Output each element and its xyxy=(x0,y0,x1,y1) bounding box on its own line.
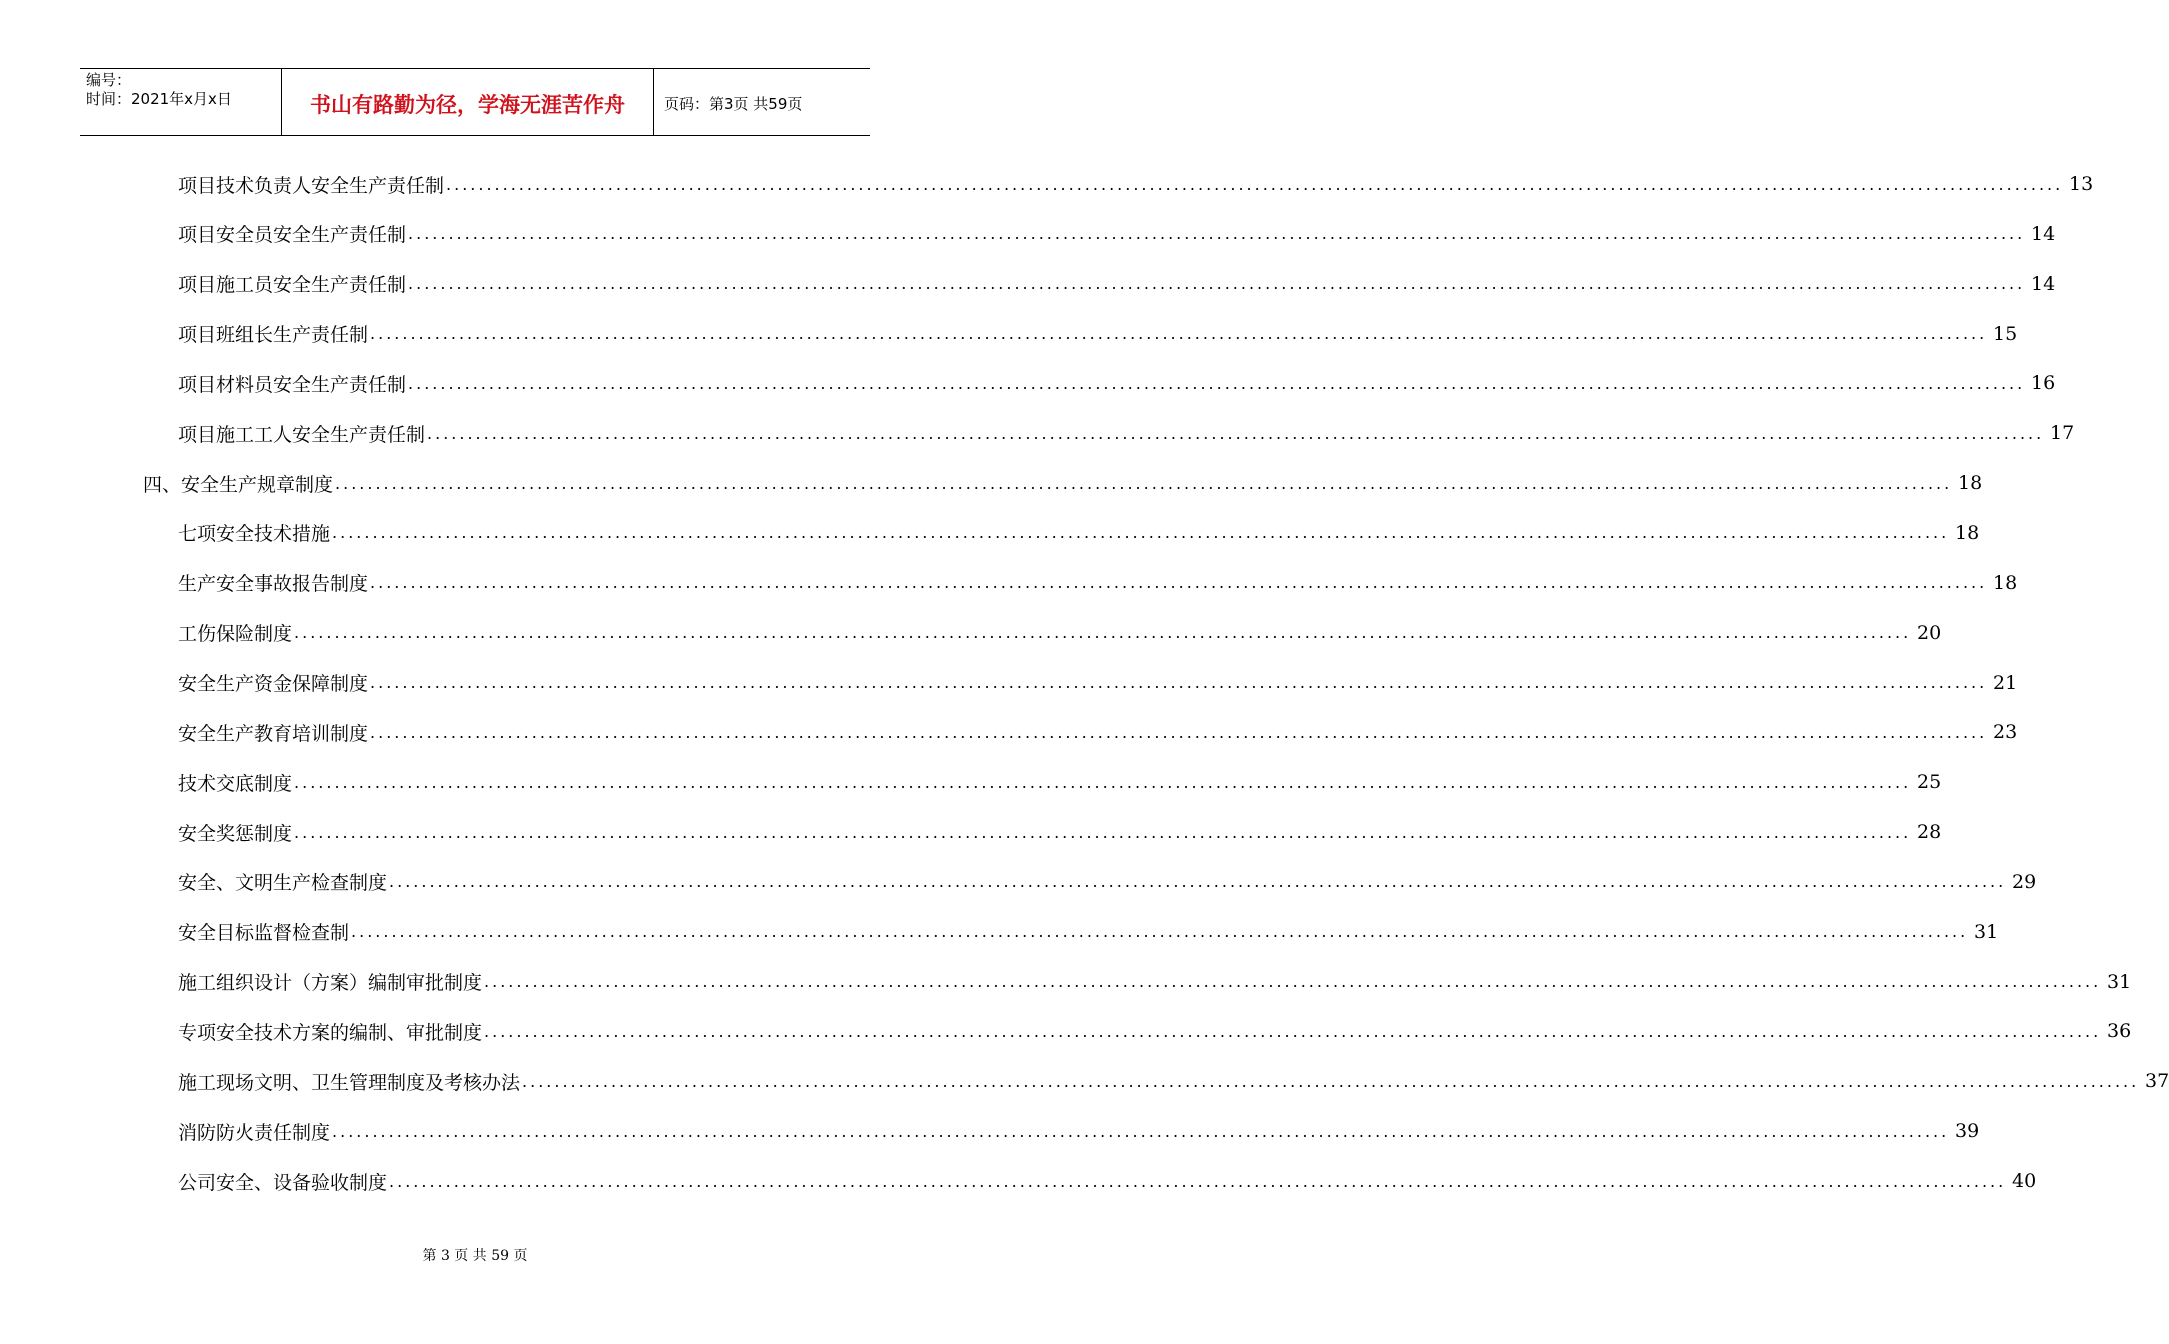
toc-entry-title: 四、安全生产规章制度 xyxy=(143,473,334,496)
document-number-label: 编号： xyxy=(86,71,132,89)
toc-entry-title: 项目材料员安全生产责任制 xyxy=(178,373,407,396)
toc-entry-title: 安全生产教育培训制度 xyxy=(178,722,369,745)
toc-entry-page: 31 xyxy=(2107,970,2132,993)
toc-entry-title: 施工现场文明、卫生管理制度及考核办法 xyxy=(178,1071,521,1094)
toc-leader-dots: ........................................................................................................................................................................................................ xyxy=(408,373,2026,393)
toc-entry-page: 16 xyxy=(2031,372,2056,395)
toc-entry[interactable] xyxy=(0,668,2018,698)
header-meta xyxy=(80,69,282,135)
toc-leader-dots: ........................................................................................................................................................................................................ xyxy=(332,1121,1950,1141)
toc-entry-title: 安全奖惩制度 xyxy=(178,822,293,845)
toc-entry-title: 专项安全技术方案的编制、审批制度 xyxy=(178,1021,483,1044)
toc-entry[interactable] xyxy=(0,1066,2169,1096)
toc-entry-page: 28 xyxy=(1917,821,1942,844)
toc-entry[interactable] xyxy=(0,917,1999,947)
toc-entry[interactable] xyxy=(0,767,1942,797)
toc-entry[interactable] xyxy=(0,967,2132,997)
toc-entry-title: 项目安全员安全生产责任制 xyxy=(178,224,407,247)
toc-entry-page: 18 xyxy=(1993,571,2018,594)
toc-entry[interactable] xyxy=(0,368,2056,398)
toc-entry[interactable] xyxy=(0,269,2056,299)
toc-entry[interactable] xyxy=(0,219,2056,249)
header-page-info: 页码：第3页 共59页 xyxy=(664,94,803,113)
toc-entry-page: 36 xyxy=(2107,1020,2132,1043)
toc-entry-page: 18 xyxy=(1958,472,1983,495)
toc-leader-dots: ........................................................................................................................................................................................................ xyxy=(351,922,1969,942)
toc-entry[interactable] xyxy=(0,568,2018,598)
toc-entry-page: 14 xyxy=(2031,222,2056,245)
toc-leader-dots: ........................................................................................................................................................................................................ xyxy=(484,1021,2102,1041)
toc-leader-dots: ........................................................................................................................................................................................................ xyxy=(484,972,2102,992)
toc-entry-page: 20 xyxy=(1917,621,1942,644)
toc-leader-dots: ........................................................................................................................................................................................................ xyxy=(294,623,1912,643)
toc-entry-page: 37 xyxy=(2145,1070,2169,1093)
header-motto: 书山有路勤为径，学海无涯苦作舟 xyxy=(282,69,654,135)
toc-leader-dots: ........................................................................................................................................................................................................ xyxy=(427,423,2045,443)
page-footer: 第 3 页 共 59 页 xyxy=(422,1248,528,1264)
toc-leader-dots: ........................................................................................................................................................................................................ xyxy=(408,224,2026,244)
toc-entry-title: 工伤保险制度 xyxy=(178,623,293,646)
toc-leader-dots: ........................................................................................................................................................................................................ xyxy=(408,274,2026,294)
toc-entry-title: 安全、文明生产检查制度 xyxy=(178,872,388,895)
toc-leader-dots: ........................................................................................................................................................................................................ xyxy=(370,324,1988,344)
toc-entry-page: 15 xyxy=(1993,322,2018,345)
toc-entry[interactable] xyxy=(0,618,1942,648)
toc-leader-dots: ........................................................................................................................................................................................................ xyxy=(446,174,2064,194)
toc-entry-title: 项目施工员安全生产责任制 xyxy=(178,274,407,297)
toc-leader-dots: ........................................................................................................................................................................................................ xyxy=(332,523,1950,543)
toc-entry-page: 14 xyxy=(2031,272,2056,295)
toc-entry-page: 23 xyxy=(1993,721,2018,744)
document-time-label: 时间：2021年x月x日 xyxy=(86,90,232,108)
toc-entry[interactable] xyxy=(0,319,2018,349)
toc-leader-dots: ........................................................................................................................................................................................................ xyxy=(294,772,1912,792)
toc-entry-title: 施工组织设计（方案）编制审批制度 xyxy=(178,972,483,995)
toc-entry-page: 25 xyxy=(1917,771,1942,794)
toc-entry-title: 消防防火责任制度 xyxy=(178,1121,331,1144)
toc-leader-dots: ........................................................................................................................................................................................................ xyxy=(389,872,2007,892)
toc-entry-title: 技术交底制度 xyxy=(178,772,293,795)
toc-entry-page: 17 xyxy=(2050,422,2075,445)
toc-leader-dots: ........................................................................................................................................................................................................ xyxy=(370,573,1988,593)
toc-entry[interactable] xyxy=(0,1166,2037,1196)
toc-entry[interactable] xyxy=(0,518,1980,548)
toc-entry-title: 生产安全事故报告制度 xyxy=(178,573,369,596)
toc-entry-page: 39 xyxy=(1955,1120,1980,1143)
toc-entry[interactable] xyxy=(0,169,2094,199)
toc-entry-title: 项目班组长生产责任制 xyxy=(178,324,369,347)
toc-leader-dots: ........................................................................................................................................................................................................ xyxy=(294,822,1912,842)
toc-entry-page: 31 xyxy=(1974,920,1999,943)
toc-entry-page: 21 xyxy=(1993,671,2018,694)
toc-entry-title: 安全生产资金保障制度 xyxy=(178,673,369,695)
toc-entry[interactable] xyxy=(0,717,2018,747)
toc-entry-title: 项目技术负责人安全生产责任制 xyxy=(178,174,445,197)
toc-leader-dots: ........................................................................................................................................................................................................ xyxy=(522,1071,2140,1091)
toc-leader-dots: ........................................................................................................................................................................................................ xyxy=(335,473,1953,493)
toc-entry-page: 18 xyxy=(1955,521,1980,544)
toc-entry-page: 40 xyxy=(2012,1170,2037,1192)
toc-entry-title: 公司安全、设备验收制度 xyxy=(178,1171,388,1194)
toc-entry-title: 七项安全技术措施 xyxy=(178,523,331,546)
toc-entry[interactable] xyxy=(0,1016,2132,1046)
toc-entry[interactable] xyxy=(0,817,1942,847)
toc-entry[interactable] xyxy=(0,867,2037,897)
toc-entry[interactable] xyxy=(0,418,2075,448)
toc-entry-title: 安全目标监督检查制 xyxy=(178,922,350,945)
toc-entry-page: 13 xyxy=(2069,173,2094,195)
page-header xyxy=(80,68,870,136)
toc-entry-title: 项目施工工人安全生产责任制 xyxy=(178,423,426,446)
toc-leader-dots: ........................................................................................................................................................................................................ xyxy=(389,1171,2007,1191)
toc-entry[interactable] xyxy=(0,1116,1980,1146)
toc-entry[interactable] xyxy=(0,468,1983,498)
toc-entry-page: 29 xyxy=(2012,870,2037,893)
toc-leader-dots: ........................................................................................................................................................................................................ xyxy=(370,722,1988,742)
toc-leader-dots: ........................................................................................................................................................................................................ xyxy=(370,673,1988,692)
